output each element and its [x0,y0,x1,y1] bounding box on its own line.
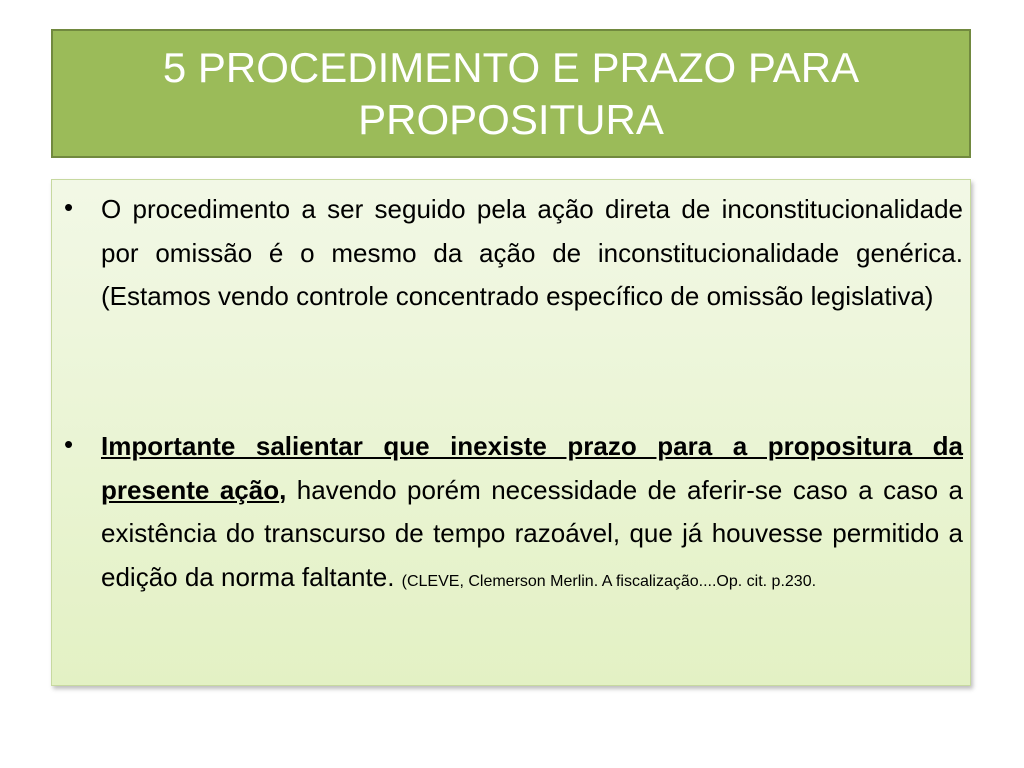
bullet-text: O procedimento a ser seguido pela ação direta de inconstitucionalidade por omissão é o mesmo da ação de inconstitucionalidade genérica. (Estamos vendo controle concentrado específico de omissão legislativa) [101,194,963,311]
slide-title-line-1: 5 PROCEDIMENTO E PRAZO PARA [162,43,860,91]
bullet-body-text: havendo porém necessidade de aferir-se caso a caso a existência do transcurso de tempo razoável, que já houvesse permitido a edição da norma faltante. [101,474,963,592]
citation-text: (CLEVE, Clemerson Merlin. A fiscalização....Op. cit. p.230. [401,572,817,590]
slide-title-line-2: PROPOSITURA [358,95,664,143]
slide-title [51,29,971,158]
bullet-icon: • [64,429,74,459]
emphasized-text: Importante salientar que inexiste prazo para a propositura da presente ação [101,431,963,505]
bullet-icon: • [64,192,74,222]
content-placeholder [51,179,971,686]
emphasis-comma: , [279,474,287,505]
bullet-text [101,425,963,603]
